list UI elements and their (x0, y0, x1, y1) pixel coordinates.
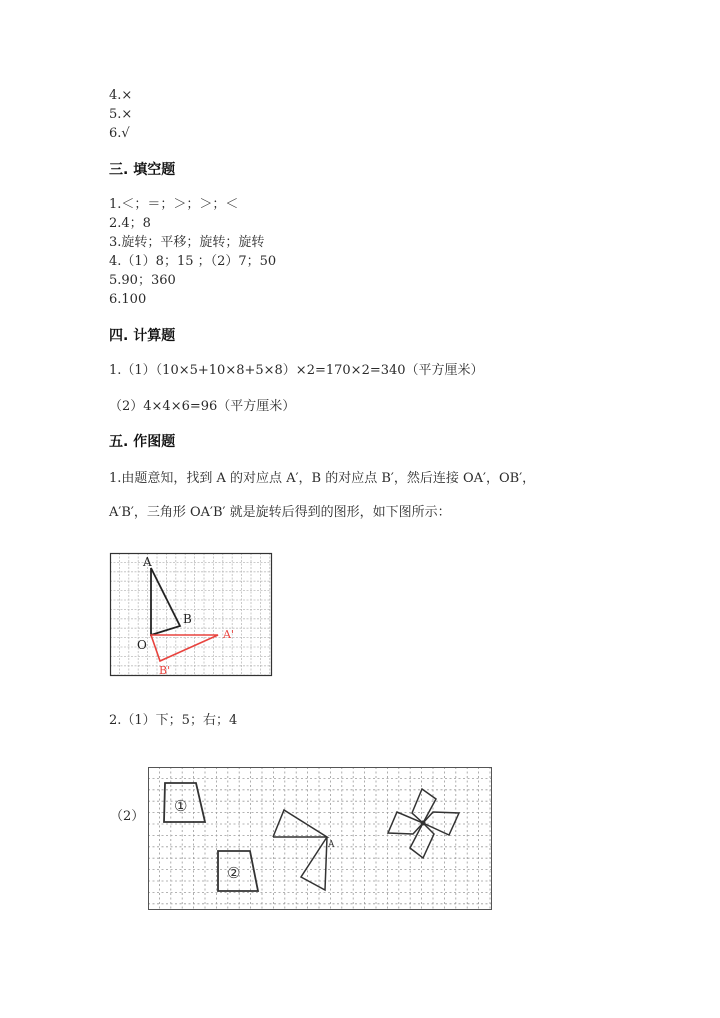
fill-answer-1: 1.＜；＝；＞；＞；＜ (109, 197, 239, 212)
rotated-triangle-upper (273, 810, 327, 837)
draw-answer-1-line2: A′B′，三角形 OA′B′ 就是旋转后得到的图形，如下图所示： (109, 505, 451, 520)
section-4-title: 四. 计算题 (109, 328, 176, 344)
judge-answer-4: 4.× (109, 88, 133, 103)
label-b-prime: B' (159, 664, 171, 677)
label-a: A (143, 555, 152, 569)
label-o: O (137, 638, 147, 652)
section-5-title: 五. 作图题 (109, 434, 176, 450)
rotated-triangle-lower (301, 837, 327, 890)
dashed-grid (148, 767, 492, 910)
section-3-title: 三. 填空题 (109, 162, 176, 178)
shape-2-label: ② (227, 864, 241, 882)
fill-answer-6: 6.100 (109, 292, 147, 307)
fill-answer-3: 3.旋转；平移；旋转；旋转 (109, 235, 265, 250)
label-a-prime: A' (223, 628, 234, 641)
calc-answer-2: （2）4×4×6=96（平方厘米） (109, 399, 296, 414)
judge-answer-5: 5.× (109, 107, 133, 122)
grid-border (149, 768, 492, 910)
fill-answer-4: 4.（1）8；15 ；（2）7；50 (109, 254, 277, 269)
point-a-label: A (328, 840, 335, 850)
draw-answer-2-line1: 2.（1）下；5；右；4 (109, 713, 238, 728)
draw-answer-2-label: （2） (110, 809, 145, 824)
flower-center (421, 821, 426, 826)
draw-answer-1-line1: 1.由题意知，找到 A 的对应点 A′，B 的对应点 B′，然后连接 OA′，OB′， (109, 471, 536, 486)
calc-answer-1: 1.（1）（10×5+10×8+5×8）×2=170×2=340（平方厘米） (109, 363, 484, 378)
fill-answer-2: 2.4；8 (109, 216, 151, 231)
rotation-figure (110, 553, 272, 676)
rotated-triangle (151, 635, 218, 661)
judge-answer-6: 6.√ (109, 126, 130, 141)
shape-1-label: ① (174, 797, 188, 815)
fill-answer-5: 5.90；360 (109, 273, 176, 288)
label-b: B (183, 612, 192, 626)
transform-figure (148, 767, 492, 910)
